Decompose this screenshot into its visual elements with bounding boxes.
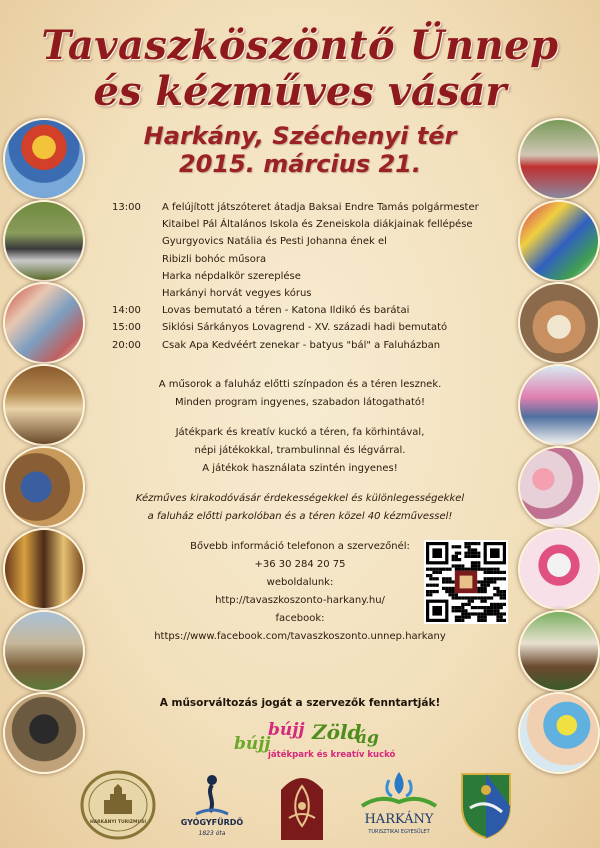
sponsor-word-4: ág (356, 728, 379, 748)
photo-eggs (518, 446, 600, 528)
schedule-event: Lovas bemutató a téren - Katona Ildikó és barátai (162, 305, 410, 317)
info-stage (100, 376, 500, 412)
schedule-event: A felújított játszóteret átadja Baksai Endre Tamás polgármester (162, 202, 479, 213)
bather-figure-icon (176, 770, 248, 820)
schedule-time: 14:00 (112, 305, 141, 317)
info-line: Játékpark és kreatív kuckó a téren, fa körhintával, (175, 427, 425, 438)
schedule-row (110, 217, 510, 234)
schedule-time: 13:00 (112, 202, 141, 213)
photo-workshop (518, 610, 600, 692)
spa-name: GYÓGYFÜRDŐ (180, 818, 244, 827)
photo-market-stall (3, 364, 85, 446)
schedule-time: 20:00 (112, 339, 141, 351)
schedule-row (110, 338, 510, 355)
photo-crowd (518, 118, 600, 200)
harkany-logo-name: HARKÁNY (364, 812, 434, 827)
info-line: Minden program ingyenes, szabadon látogatható! (174, 397, 426, 408)
tourist-logo-text: HARKÁNYI TURIZMUSI (89, 820, 147, 825)
schedule-row (110, 320, 510, 337)
title-line-1: Tavaszköszöntő Ünnep (41, 22, 559, 69)
schedule-event: Kitaibel Pál Általános Iskola és Zeneiskola diákjainak fellépése (162, 219, 473, 231)
schedule-row (110, 234, 510, 251)
info-line: Kézműves kirakodóvásár érdekességekkel és különlegességekkel (135, 493, 465, 504)
location: Harkány, Széchenyi tér (143, 122, 457, 150)
tourist-association-logo (80, 770, 156, 840)
harkany-logo-sub: TURISZTIKAI EGYESÜLET (368, 829, 430, 835)
photo-toys-stall (518, 200, 600, 282)
schedule-row (110, 303, 510, 320)
web-label: weboldalunk: (266, 577, 334, 588)
qr-code[interactable] (424, 540, 508, 624)
info-games (100, 424, 500, 478)
schedule-row (110, 286, 510, 303)
website-link[interactable]: http://tavaszkoszonto-harkany.hu/ (215, 595, 385, 606)
photo-baskets (3, 446, 85, 528)
schedule-event: Harkányi horvát vegyes kórus (162, 287, 312, 299)
coat-of-arms (456, 768, 516, 840)
photo-crafts-table (3, 282, 85, 364)
facebook-link[interactable]: https://www.facebook.com/tavaszkoszonto.unnep.harkany (154, 631, 446, 642)
photo-clown (3, 118, 85, 200)
info-market (100, 490, 500, 526)
shield-icon (456, 768, 516, 840)
schedule-row (110, 252, 510, 269)
schedule-row (110, 200, 510, 217)
info-line: a faluház előtti parkolóban és a téren közel 40 kézművessel! (147, 511, 453, 522)
sponsor-logo (228, 718, 396, 770)
title-line-2: és kézműves vásár (93, 68, 507, 115)
sponsor-word-1: bújj (234, 734, 271, 754)
schedule-row (110, 269, 510, 286)
schedule-event: Csak Apa Kedvéért zenekar - batyus "bál" a Faluházban (162, 339, 441, 351)
sponsor-tagline: játékpark és kreatív kuckó (268, 750, 396, 760)
castle-seal-icon (80, 770, 156, 840)
schedule-event: Siklósi Sárkányos Lovagrend - XV. századi hadi bemutató (162, 322, 448, 334)
phone-number[interactable]: +36 30 284 20 75 (254, 559, 346, 570)
photo-jars (3, 528, 85, 610)
phone-label: Bővebb információ telefonon a szervezőnél: (190, 541, 410, 552)
spa-year: 1823 óta (198, 830, 226, 837)
info-line: A műsorok a faluház előtti színpadon és a téren lesznek. (158, 379, 442, 390)
schedule-time: 15:00 (112, 322, 141, 334)
photo-pottery (518, 282, 600, 364)
photo-knights (3, 200, 85, 282)
schedule-event: Ribizli bohóc műsora (162, 253, 267, 265)
folk-tulip-icon (277, 768, 327, 840)
change-notice: A műsorváltozás jogát a szervezők fenntartják! (159, 697, 441, 709)
program-schedule (110, 200, 510, 355)
schedule-event: Harka népdalkör szereplése (162, 270, 301, 282)
harkany-tourism-logo (356, 768, 442, 840)
info-line: népi játékokkal, trambulinnal és légvárral. (194, 445, 406, 456)
sponsor-word-3: Zöld (312, 720, 362, 744)
sponsor-word-2: bújj (268, 720, 305, 740)
flame-wave-icon (356, 768, 442, 812)
schedule-event: Gyurgyovics Natália és Pesti Johanna ének el (162, 236, 387, 248)
facebook-label: facebook: (275, 613, 325, 624)
faluhaz-logo (277, 768, 327, 840)
photo-playground (3, 610, 85, 692)
spa-logo (176, 770, 248, 840)
photo-kids (518, 364, 600, 446)
photo-bunnies (518, 528, 600, 610)
info-line: A játékok használata szintén ingyenes! (202, 463, 398, 474)
event-date: 2015. március 21. (178, 150, 421, 178)
